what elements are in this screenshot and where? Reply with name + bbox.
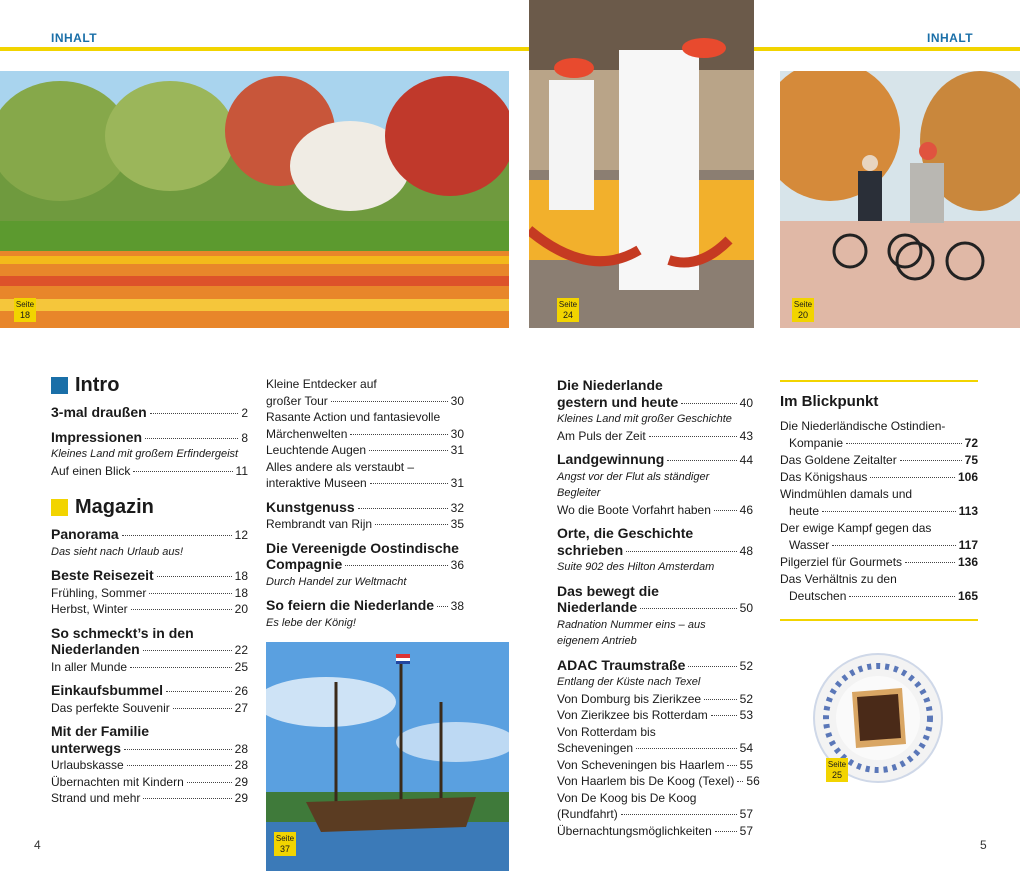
toc-entry[interactable]: Niederlande 50 <box>557 599 753 615</box>
cheese-carriers-photo <box>529 0 754 328</box>
toc-entry[interactable]: Strand und mehr 29 <box>51 791 248 805</box>
toc-entry[interactable]: Urlaubskasse 28 <box>51 758 248 772</box>
toc-heading: Das bewegt die <box>557 582 659 599</box>
toc-heading: Orte, die Geschichte <box>557 525 694 541</box>
toc-heading: Die Niederlande <box>557 377 663 393</box>
toc-entry[interactable]: Landgewinnung 44 <box>557 451 753 467</box>
toc-entry[interactable]: gestern und heute 40 <box>557 393 753 410</box>
toc-entry[interactable]: So feiern die Niederlande 38 <box>266 597 464 613</box>
toc-heading: Die Vereenigde Oostindische <box>266 539 459 556</box>
toc-line: Von Rotterdam bis <box>557 724 656 739</box>
toc-entry[interactable]: Frühling, Sommer 18 <box>51 585 248 600</box>
toc-entry[interactable]: großer Tour 30 <box>266 393 464 408</box>
header-label-left: INHALT <box>51 31 98 45</box>
toc-entry[interactable]: Märchenwelten 30 <box>266 426 464 441</box>
toc-line: Die Niederländische Ostindien- <box>780 419 946 433</box>
toc-line: Rasante Action und fantasievolle <box>266 410 441 424</box>
toc-subtitle: Es lebe der König! <box>266 616 356 629</box>
toc-entry[interactable]: Beste Reisezeit 18 <box>51 567 248 583</box>
toc-entry[interactable]: ADAC Traumstraße 52 <box>557 656 753 673</box>
seite-tag-tulips: Seite 18 <box>15 300 35 320</box>
toc-line: Von De Koog bis De Koog <box>557 790 697 805</box>
toc-entry[interactable]: Am Puls der Zeit 43 <box>557 428 753 443</box>
toc-entry[interactable]: In aller Munde 25 <box>51 659 248 674</box>
toc-entry[interactable]: (Rundfahrt) 57 <box>557 807 753 821</box>
blickpunkt-bottom-rule <box>780 619 978 621</box>
toc-entry[interactable]: Von Domburg bis Zierikzee 52 <box>557 691 753 706</box>
toc-column-2 <box>266 376 464 631</box>
toc-entry[interactable]: Impressionen 8 <box>51 428 248 445</box>
blickpunkt-top-rule <box>780 380 978 382</box>
toc-entry[interactable]: Von Haarlem bis De Koog (Texel) 56 <box>557 774 760 788</box>
toc-entry[interactable]: Wo die Boote Vorfahrt haben 46 <box>557 502 753 517</box>
toc-entry[interactable]: Das Goldene Zeitalter 75 <box>780 453 978 467</box>
toc-line: Kleine Entdecker auf <box>266 377 377 391</box>
toc-entry[interactable]: Von Scheveningen bis Haarlem 55 <box>557 757 753 772</box>
toc-subtitle: Das sieht nach Urlaub aus! <box>51 545 184 558</box>
toc-subtitle: Angst vor der Flut als ständiger Begleiter <box>557 470 710 499</box>
section-intro: Intro <box>51 377 248 394</box>
toc-entry[interactable]: Herbst, Winter 20 <box>51 602 248 616</box>
section-magazin: Magazin <box>51 499 248 516</box>
toc-line: Das Verhältnis zu den <box>780 572 897 586</box>
toc-entry[interactable]: interaktive Museen 31 <box>266 476 464 490</box>
toc-entry[interactable]: Compagnie 36 <box>266 556 464 572</box>
tulip-garden-photo <box>0 71 509 328</box>
toc-subtitle: Radnation Nummer eins – aus <box>557 618 706 631</box>
toc-entry[interactable]: Von Zierikzee bis Rotterdam 53 <box>557 708 753 722</box>
toc-entry[interactable]: Panorama 12 <box>51 526 248 542</box>
toc-column-3 <box>557 377 760 839</box>
toc-entry[interactable]: Einkaufsbummel 26 <box>51 682 248 698</box>
blickpunkt-box <box>780 380 978 621</box>
seite-tag-cheese: Seite 24 <box>558 300 578 320</box>
toc-entry[interactable]: Scheveningen 54 <box>557 741 753 755</box>
toc-entry[interactable]: Kompanie 72 <box>789 436 978 450</box>
toc-entry[interactable]: Wasser 117 <box>789 538 978 552</box>
toc-subtitle: Suite 902 des Hilton Amsterdam <box>557 561 715 573</box>
magazin-square-icon <box>51 499 68 516</box>
toc-entry[interactable]: Das perfekte Souvenir 27 <box>51 700 248 715</box>
intro-square-icon <box>51 377 68 394</box>
toc-entry[interactable]: unterwegs 28 <box>51 739 248 756</box>
toc-subtitle: Kleines Land mit großem Erfindergeist <box>51 448 239 460</box>
toc-entry[interactable]: Auf einen Blick 11 <box>51 463 248 478</box>
toc-subtitle: Entlang der Küste nach Texel <box>557 676 701 688</box>
toc-entry[interactable]: Leuchtende Augen 31 <box>266 443 464 457</box>
toc-line: Windmühlen damals und <box>780 487 913 501</box>
toc-entry[interactable]: Kunstgenuss 32 <box>266 498 464 515</box>
toc-entry[interactable]: Übernachtungsmöglichkeiten 57 <box>557 823 753 838</box>
toc-subtitle: Kleines Land mit großer Geschichte <box>557 413 732 425</box>
seite-tag-ship: Seite 37 <box>275 834 295 854</box>
seite-tag-plate: Seite 25 <box>827 760 847 780</box>
toc-line: Alles andere als verstaubt – <box>266 459 415 474</box>
page-number-left: 4 <box>34 838 41 852</box>
toc-entry[interactable]: Rembrandt van Rijn 35 <box>266 517 464 531</box>
cyclists-photo <box>780 71 1020 328</box>
ship-photo <box>266 642 509 871</box>
toc-line: Der ewige Kampf gegen das <box>780 521 932 535</box>
header-rule-right <box>754 47 1020 51</box>
toc-entry[interactable]: heute 113 <box>789 504 978 518</box>
toc-entry[interactable]: 3-mal draußen 2 <box>51 404 248 420</box>
page-number-right: 5 <box>980 838 987 852</box>
toc-entry[interactable]: schrieben 48 <box>557 541 753 558</box>
toc-entry[interactable]: Deutschen 165 <box>789 589 978 603</box>
seite-tag-bikes: Seite 20 <box>793 300 813 320</box>
blickpunkt-title: Im Blickpunkt <box>780 393 879 410</box>
toc-entry[interactable]: Das Königshaus 106 <box>780 470 978 484</box>
header-rule-left <box>0 47 529 51</box>
toc-column-1 <box>51 374 248 807</box>
header-label-right: INHALT <box>927 31 974 45</box>
toc-entry[interactable]: Übernachten mit Kindern 29 <box>51 774 248 789</box>
toc-subtitle: Durch Handel zur Weltmacht <box>266 575 407 588</box>
toc-heading: So schmeckt’s in den <box>51 624 194 641</box>
toc-entry[interactable]: Pilgerziel für Gourmets 136 <box>780 555 978 569</box>
toc-subtitle: eigenem Antrieb <box>557 635 637 647</box>
toc-heading: Mit der Familie <box>51 723 150 739</box>
toc-entry[interactable]: Niederlanden 22 <box>51 641 248 657</box>
